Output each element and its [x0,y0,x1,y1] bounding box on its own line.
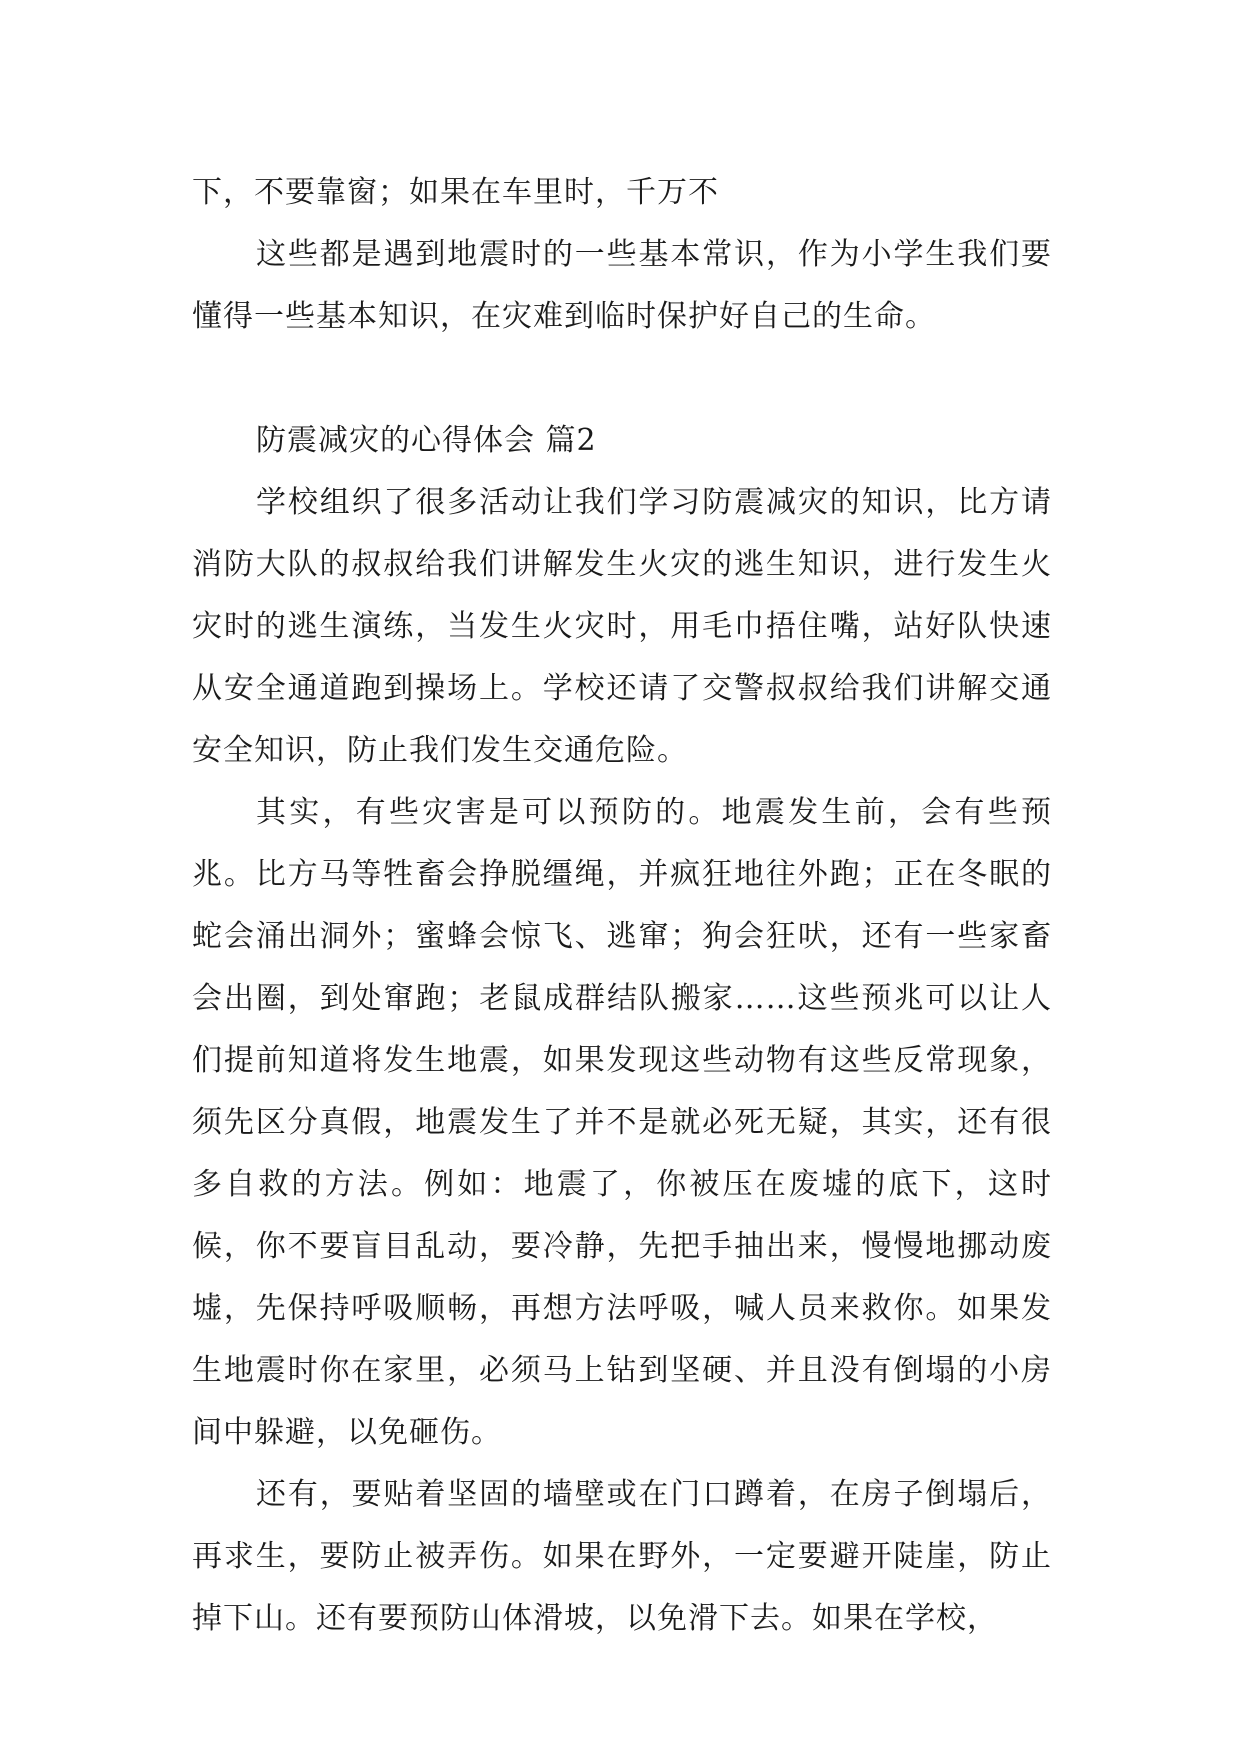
paragraph-continuation: 下，不要靠窗；如果在车里时，千万不 [192,175,719,210]
paragraph-earthquake-signs: 其实，有些灾害是可以预防的。地震发生前，会有些预兆。比方马等牲畜会挣脱缰绳，并疯狂地往外跑；正在冬眠的蛇会涌出洞外；蜜蜂会惊飞、逃窜；狗会狂吠，还有一些家畜会出圈，到处窜跑；老鼠成群结队搬家……这些预兆可以让人们提前知道将发生地震，如果发现这些动物有这些反常现象，须先区分真假，地震发生了并不是就必死无疑，其实，还有很多自救的方法。例如：地震了，你被压在废墟的底下，这时候，你不要盲目乱动，要冷静，先把手抽出来，慢慢地挪动废墟，先保持呼吸顺畅，再想方法呼吸，喊人员来救你。如果发生地震时你在家里，必须马上钻到坚硬、并且没有倒塌的小房间中躲避，以免砸伤。 [192,795,1052,1450]
document-body [192,162,1052,1650]
paragraph-summary: 这些都是遇到地震时的一些基本常识，作为小学生我们要懂得一些基本知识，在灾难到临时保护好自己的生命。 [192,237,1052,334]
section-heading: 防震减灾的心得体会 篇2 [256,423,597,458]
paragraph-gap [192,348,1052,410]
paragraph-safety-tips: 还有，要贴着坚固的墙壁或在门口蹲着，在房子倒塌后，再求生，要防止被弄伤。如果在野外，一定要避开陡崖，防止掉下山。还有要预防山体滑坡，以免滑下去。如果在学校， [192,1477,1052,1636]
paragraph-school-activities: 学校组织了很多活动让我们学习防震减灾的知识，比方请消防大队的叔叔给我们讲解发生火灾的逃生知识，进行发生火灾时的逃生演练，当发生火灾时，用毛巾捂住嘴，站好队快速从安全通道跑到操场上。学校还请了交警叔叔给我们讲解交通安全知识，防止我们发生交通危险。 [192,485,1052,768]
